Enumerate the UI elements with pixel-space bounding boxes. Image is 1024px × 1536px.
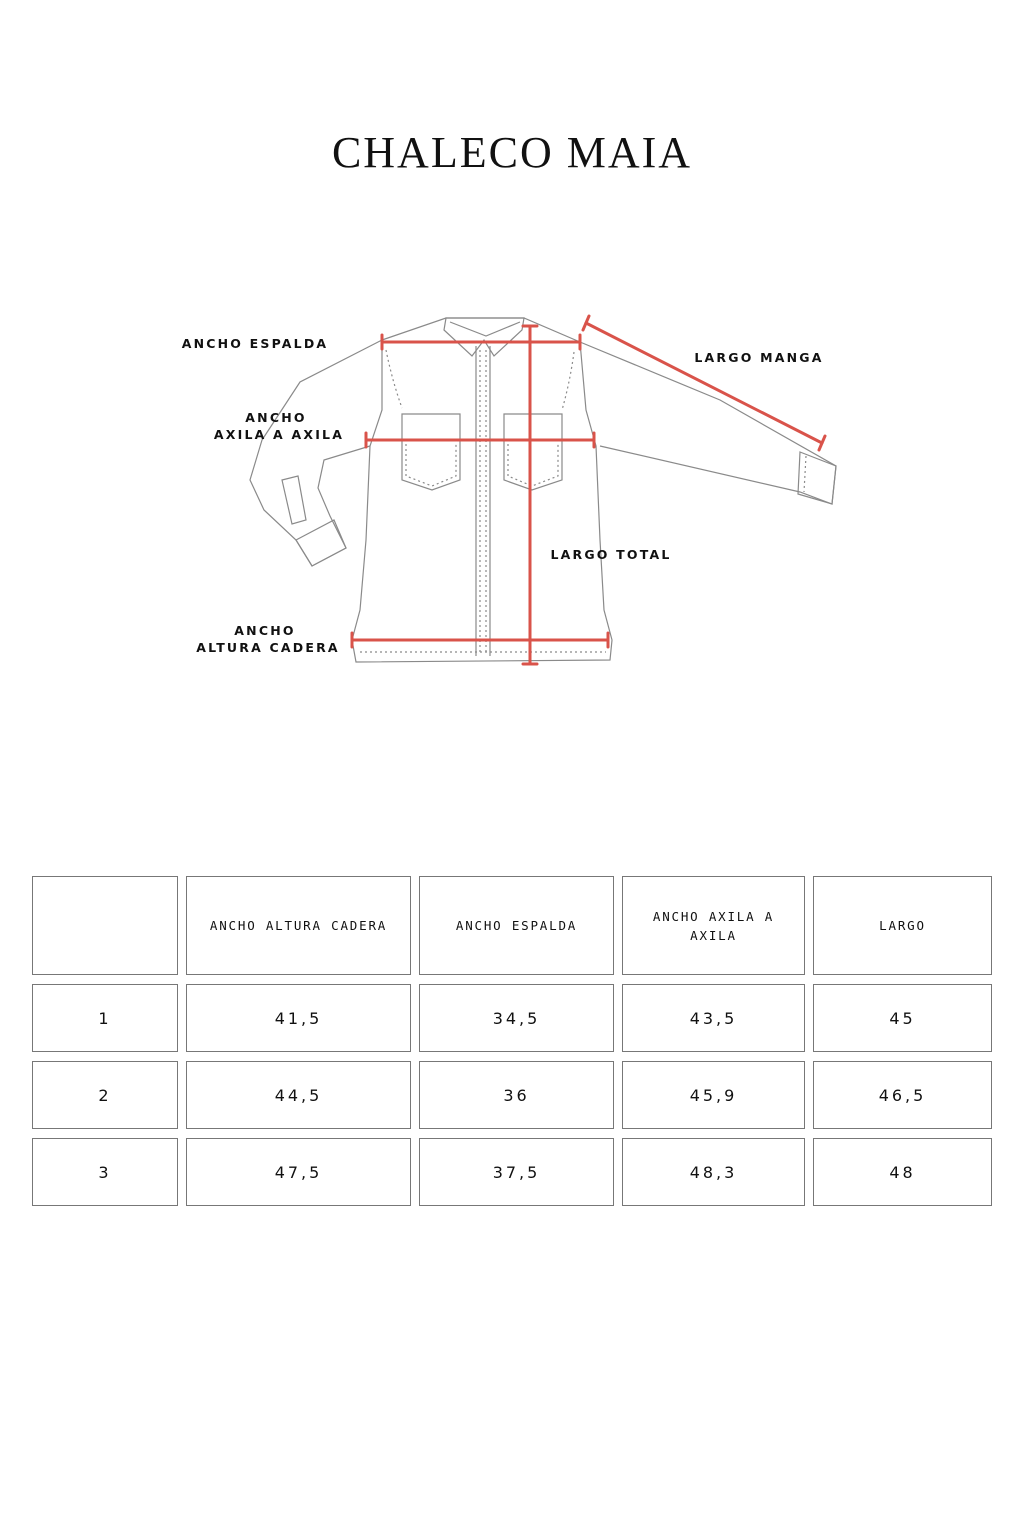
label-ancho-espalda: ANCHO ESPALDA bbox=[181, 336, 329, 351]
largo-manga-line bbox=[583, 316, 825, 450]
ancho-espalda-line bbox=[382, 335, 580, 349]
table-cell: 48,3 bbox=[622, 1138, 805, 1206]
table-cell: 43,5 bbox=[622, 984, 805, 1052]
shirt-measurement-diagram bbox=[0, 0, 1024, 760]
table-cell: 45 bbox=[813, 984, 992, 1052]
table-cell: 41,5 bbox=[186, 984, 411, 1052]
largo-total-line bbox=[523, 326, 537, 664]
label-largo-manga: LARGO MANGA bbox=[694, 350, 824, 365]
table-cell-size: 1 bbox=[32, 984, 178, 1052]
measurement-lines bbox=[352, 316, 825, 664]
label-ancho-axila-line1: ANCHO bbox=[245, 410, 307, 425]
shirt-drawing bbox=[250, 318, 836, 662]
header-ancho-espalda: ANCHO ESPALDA bbox=[419, 876, 614, 975]
table-cell: 46,5 bbox=[813, 1061, 992, 1129]
header-largo: LARGO bbox=[813, 876, 992, 975]
table-cell-size: 3 bbox=[32, 1138, 178, 1206]
label-ancho-cadera-line2: ALTURA CADERA bbox=[196, 640, 340, 655]
page-title: CHALECO MAIA bbox=[331, 128, 693, 177]
table-cell: 48 bbox=[813, 1138, 992, 1206]
table-cell: 45,9 bbox=[622, 1061, 805, 1129]
label-largo-total: LARGO TOTAL bbox=[550, 547, 672, 562]
table-cell: 47,5 bbox=[186, 1138, 411, 1206]
label-ancho-cadera-line1: ANCHO bbox=[234, 623, 296, 638]
header-ancho-axila: ANCHO AXILA A AXILA bbox=[622, 876, 805, 975]
table-cell: 34,5 bbox=[419, 984, 614, 1052]
header-cell-empty bbox=[32, 876, 178, 975]
table-cell-size: 2 bbox=[32, 1061, 178, 1129]
table-cell: 37,5 bbox=[419, 1138, 614, 1206]
label-ancho-axila-line2: AXILA A AXILA bbox=[213, 427, 345, 442]
table-cell: 36 bbox=[419, 1061, 614, 1129]
header-ancho-altura-cadera: ANCHO ALTURA CADERA bbox=[186, 876, 411, 975]
table-cell: 44,5 bbox=[186, 1061, 411, 1129]
